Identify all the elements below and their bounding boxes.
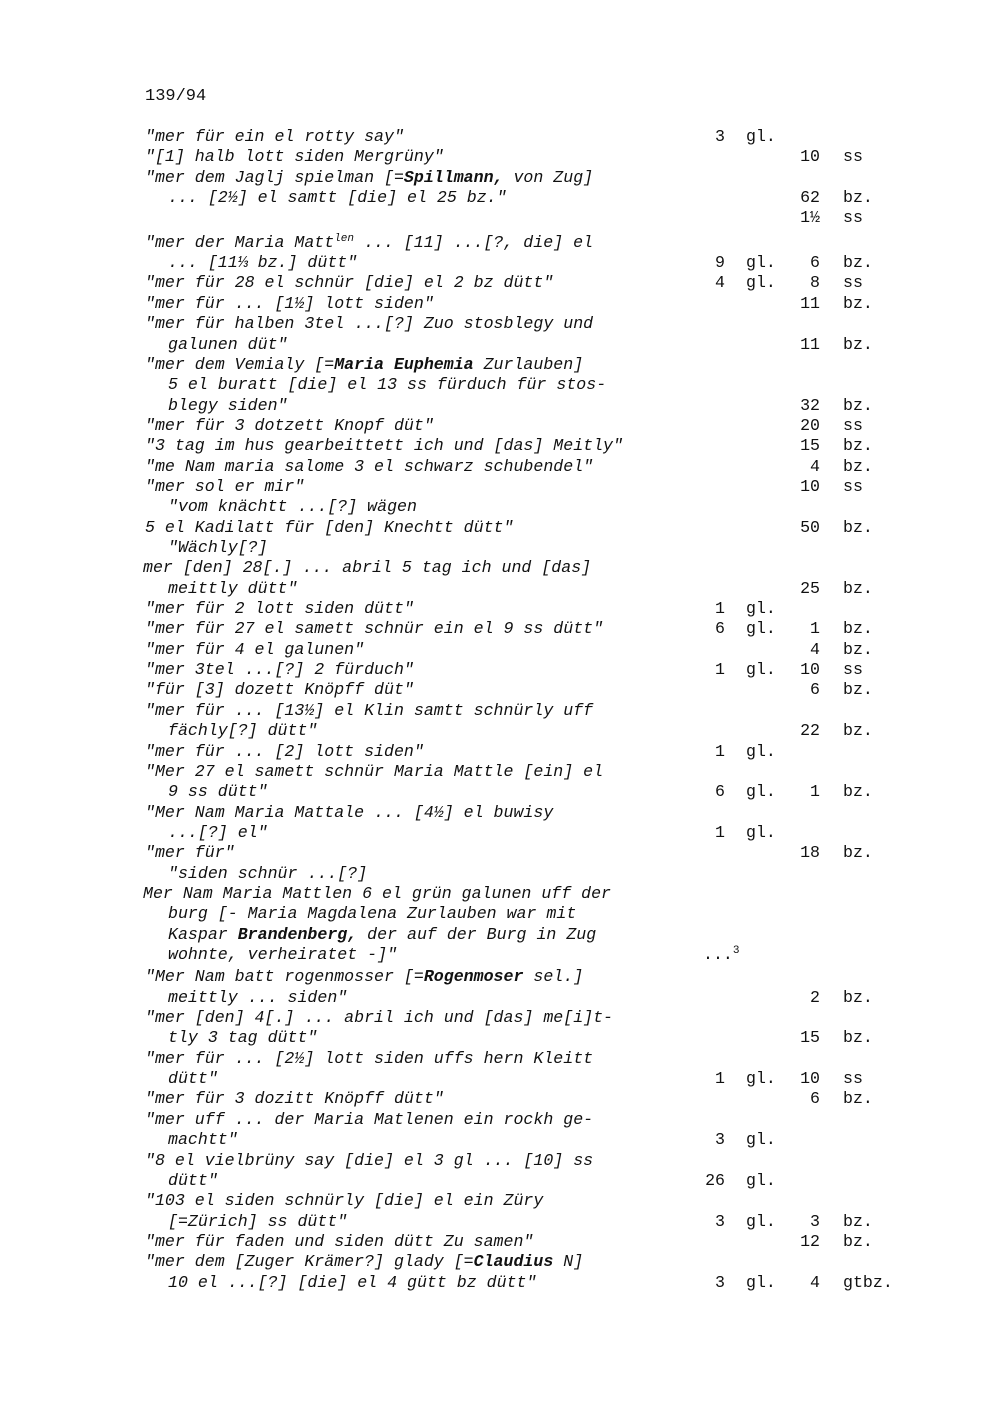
text-segment: "me Nam maria salome 3 el schwarz schubendel"	[145, 456, 594, 476]
text-segment: "mer dem [Zuger Krämer?] glady [=	[145, 1252, 474, 1272]
batzen-amount: 2	[810, 987, 820, 1007]
entry-text	[168, 782, 268, 802]
ledger-line	[0, 579, 1000, 599]
batzen-unit: ss	[843, 660, 863, 680]
entry-text	[145, 233, 593, 253]
text-segment: "mer für"	[145, 843, 235, 863]
person-name: Brandenberg,	[237, 924, 358, 944]
entry-text	[168, 1069, 218, 1089]
text-segment: 10 el ...[?] [die] el 4 gütt bz dütt"	[168, 1272, 537, 1292]
batzen-amount: 6	[810, 680, 820, 700]
entry-text	[168, 988, 347, 1008]
entry-text	[145, 314, 593, 334]
superscript: len	[334, 232, 355, 245]
entry-text	[168, 721, 317, 741]
entry-text	[168, 579, 297, 599]
text-segment: burg [- Maria Magdalena Zurlauben war mit	[168, 904, 577, 924]
batzen-amount: 18	[800, 843, 820, 863]
gulden-unit: gl.	[746, 741, 776, 761]
ledger-line	[0, 497, 1000, 517]
text-segment: fächly[?] dütt"	[168, 721, 318, 741]
text-segment: ... [11] ...[?, die] el	[354, 232, 594, 252]
entry-text	[168, 375, 606, 395]
ledger-line	[0, 538, 1000, 558]
gulden-amount: 9	[715, 253, 725, 273]
entry-text	[145, 1049, 593, 1069]
batzen-amount: 4	[810, 456, 820, 476]
batzen-unit: bz.	[843, 395, 873, 415]
batzen-unit: bz.	[843, 436, 873, 456]
gulden-unit: gl.	[746, 1170, 776, 1190]
person-name: Claudius	[473, 1252, 554, 1272]
ledger-line	[0, 1028, 1000, 1048]
batzen-unit: bz.	[843, 293, 873, 313]
entry-text	[168, 538, 268, 558]
batzen-amount: 10	[800, 660, 820, 680]
entry-text	[145, 147, 444, 167]
ledger-line	[0, 1110, 1000, 1130]
text-segment: "mer für ... [2½] lott siden uffs hern Kleitt	[145, 1048, 594, 1068]
text-segment: wohnte, verheiratet -]"	[168, 945, 398, 964]
ledger-line	[0, 558, 1000, 578]
person-name: Rogenmoser	[423, 967, 524, 987]
gulden-amount: 26	[705, 1170, 725, 1190]
gulden-unit: gl.	[746, 1130, 776, 1150]
batzen-unit: ss	[843, 273, 863, 293]
text-segment: machtt"	[168, 1130, 238, 1150]
text-segment: Zurlauben]	[473, 354, 584, 374]
text-segment: "8 el vielbrüny say [die] el 3 gl ... [10] ss	[145, 1150, 594, 1170]
text-segment: mer [den] 28[.] ... abril 5 tag ich und [das]	[143, 558, 592, 578]
entry-text	[168, 1212, 347, 1232]
batzen-unit: ss	[843, 208, 863, 228]
entry-text	[145, 273, 553, 293]
text-segment: "mer für 3 dotzett Knopf düt"	[145, 415, 434, 435]
ledger-line	[0, 599, 1000, 619]
ledger-line	[0, 396, 1000, 416]
ledger-line	[0, 375, 1000, 395]
ledger-line	[0, 988, 1000, 1008]
gulden-unit: gl.	[746, 273, 776, 293]
ledger-line	[0, 335, 1000, 355]
entry-text	[145, 762, 603, 782]
gulden-unit: gl.	[746, 127, 776, 146]
ledger-line	[0, 355, 1000, 375]
text-segment: der auf der Burg in Zug	[357, 924, 597, 944]
entry-text	[145, 619, 603, 639]
entry-text	[145, 1252, 583, 1272]
batzen-amount: 20	[800, 415, 820, 435]
entry-text	[168, 1171, 218, 1191]
entry-text	[168, 188, 507, 208]
text-segment: "mer sol er mir"	[145, 476, 305, 496]
gulden-amount: 1	[715, 599, 725, 619]
gulden-amount: 3	[715, 1130, 725, 1150]
ledger-line	[0, 233, 1000, 253]
gulden-amount: 6	[715, 782, 725, 802]
text-segment: ... [2½] el samtt [die] el 25 bz."	[168, 188, 507, 208]
entry-text	[145, 355, 583, 375]
batzen-amount: 50	[800, 517, 820, 537]
entry-text	[168, 396, 288, 416]
batzen-unit: ss	[843, 415, 863, 435]
text-segment: "[1] halb lott siden Mergrüny"	[145, 147, 444, 167]
entry-text	[168, 253, 357, 273]
text-segment: ... [11⅓ bz.] dütt"	[168, 253, 358, 273]
ledger-line	[0, 680, 1000, 700]
batzen-unit: bz.	[843, 253, 873, 273]
ledger-line	[0, 619, 1000, 639]
batzen-unit: bz.	[843, 782, 873, 802]
entry-text	[145, 1089, 444, 1109]
batzen-unit: bz.	[843, 1231, 873, 1251]
entry-text	[145, 803, 553, 823]
text-segment: "vom knächtt ...[?] wägen	[168, 497, 417, 517]
batzen-amount: 25	[800, 578, 820, 598]
text-segment: "mer für 2 lott siden dütt"	[145, 599, 414, 619]
batzen-unit: bz.	[843, 578, 873, 598]
ledger-line	[0, 701, 1000, 721]
gulden-amount: 3	[715, 127, 725, 146]
entry-text	[145, 742, 424, 762]
ledger-line	[0, 253, 1000, 273]
ledger-line	[0, 1049, 1000, 1069]
text-segment: "mer für 28 el schnür [die] el 2 bz dütt"	[145, 273, 554, 293]
batzen-amount: 10	[800, 476, 820, 496]
ledger-line	[0, 884, 1000, 904]
text-segment: "mer für 4 el galunen"	[145, 639, 365, 659]
batzen-unit: bz.	[843, 1211, 873, 1231]
ledger-line	[0, 127, 1000, 147]
ledger-line	[0, 1273, 1000, 1293]
entry-text	[168, 1028, 317, 1048]
ledger-line	[0, 640, 1000, 660]
ledger-line	[0, 967, 1000, 987]
batzen-unit: bz.	[843, 680, 873, 700]
text-segment: blegy siden"	[168, 395, 288, 415]
batzen-amount: 12	[800, 1231, 820, 1251]
batzen-amount: 1½	[800, 208, 820, 228]
entry-text	[168, 497, 417, 517]
ledger-line	[0, 762, 1000, 782]
text-segment: "mer dem Jaglj spielman [=	[145, 167, 404, 187]
text-segment: 9 ss dütt"	[168, 782, 268, 802]
batzen-unit: bz.	[843, 1089, 873, 1109]
text-segment: "mer 3tel ...[?] 2 fürduch"	[145, 660, 414, 680]
batzen-unit: ss	[843, 476, 863, 496]
text-segment: "mer für 27 el samett schnür ein el 9 ss dütt"	[145, 619, 604, 639]
entry-text	[145, 1232, 533, 1252]
text-segment: "103 el siden schnürly [die] el ein Züry	[145, 1191, 544, 1211]
text-segment: Mer Nam Maria Mattlen 6 el grün galunen uff der	[143, 883, 612, 903]
ledger-line	[0, 168, 1000, 188]
ledger-line	[0, 208, 1000, 228]
person-name: Spillmann,	[403, 167, 504, 187]
entry-text	[168, 945, 397, 965]
text-segment: dütt"	[168, 1170, 218, 1190]
batzen-amount: 32	[800, 395, 820, 415]
batzen-unit: bz.	[843, 517, 873, 537]
text-segment: sel.]	[523, 967, 584, 987]
gulden-amount: 1	[715, 1069, 725, 1089]
gulden-unit: gl.	[746, 599, 776, 619]
ledger-line	[0, 742, 1000, 762]
batzen-amount: 15	[800, 1028, 820, 1048]
batzen-unit: bz.	[843, 1028, 873, 1048]
ledger-line	[0, 477, 1000, 497]
ledger-line	[0, 1008, 1000, 1028]
entry-text	[145, 843, 235, 863]
ledger-line	[0, 436, 1000, 456]
gulden-amount: 1	[715, 660, 725, 680]
text-segment: "Mer Nam batt rogenmosser [=	[145, 967, 424, 987]
entry-text	[145, 168, 593, 188]
text-segment: galunen düt"	[168, 334, 288, 354]
batzen-amount: 6	[810, 1089, 820, 1109]
gulden-amount: 1	[715, 822, 725, 842]
entry-text	[143, 558, 591, 578]
batzen-unit: bz.	[843, 843, 873, 863]
ledger-line	[0, 925, 1000, 945]
text-segment: "mer uff ... der Maria Matlenen ein rockh ge-	[145, 1109, 594, 1129]
entry-text	[145, 701, 593, 721]
text-segment: "mer [den] 4[.] ... abril ich und [das] me[i]t-	[145, 1008, 614, 1028]
text-segment: meittly ... siden"	[168, 987, 348, 1007]
ledger-line	[0, 1252, 1000, 1272]
ledger-line	[0, 188, 1000, 208]
page-number: 139/94	[145, 87, 207, 106]
gulden-amount: 6	[715, 619, 725, 639]
entry-text	[145, 518, 513, 538]
entry-text	[168, 823, 268, 843]
ledger-line	[0, 294, 1000, 314]
batzen-amount: 15	[800, 436, 820, 456]
ledger-line	[0, 314, 1000, 334]
text-segment: "für [3] dozett Knöpff düt"	[145, 680, 414, 700]
gulden-unit: gl.	[746, 1272, 776, 1292]
batzen-unit: ss	[843, 1069, 863, 1089]
text-segment: "siden schnür ...[?]	[168, 863, 368, 883]
gulden-unit: gl.	[746, 1211, 776, 1231]
batzen-amount: 10	[800, 147, 820, 167]
batzen-amount: 4	[810, 1272, 820, 1292]
gulden-unit: gl.	[746, 253, 776, 273]
text-segment: "Mer 27 el samett schnür Maria Mattle [ein] el	[145, 761, 604, 781]
batzen-unit: bz.	[843, 987, 873, 1007]
batzen-amount: 8	[810, 273, 820, 293]
batzen-unit: bz.	[843, 619, 873, 639]
batzen-amount: 11	[800, 293, 820, 313]
ledger-line	[0, 721, 1000, 741]
ledger-line	[0, 147, 1000, 167]
batzen-unit: bz.	[843, 639, 873, 659]
entry-text	[168, 1130, 238, 1150]
entry-text	[145, 640, 364, 660]
gulden-amount: 3	[715, 1272, 725, 1292]
batzen-unit: bz.	[843, 334, 873, 354]
entry-text	[145, 457, 593, 477]
ledger-line	[0, 416, 1000, 436]
ledger-line	[0, 1171, 1000, 1191]
batzen-amount: 11	[800, 334, 820, 354]
batzen-amount: 3	[810, 1211, 820, 1231]
text-segment: dütt"	[168, 1069, 218, 1089]
text-segment: 5 el Kadilatt für [den] Knechtt dütt"	[145, 517, 514, 537]
text-segment: 5 el buratt [die] el 13 ss fürduch für stos-	[168, 375, 607, 395]
text-segment: tly 3 tag dütt"	[168, 1028, 318, 1048]
text-segment: "Wächly[?]	[168, 538, 268, 557]
gulden-unit: gl.	[746, 619, 776, 639]
text-segment: "mer dem Vemialy [=	[145, 354, 335, 374]
gulden-unit: gl.	[746, 822, 776, 842]
text-segment: "mer für ein el rotty say"	[145, 127, 404, 146]
entry-text	[168, 925, 596, 945]
ledger-line	[0, 518, 1000, 538]
text-segment: "mer der Maria Matt	[145, 232, 335, 252]
text-segment: Kaspar	[168, 924, 238, 944]
person-name: Maria Euphemia	[334, 354, 474, 374]
entry-text	[145, 127, 404, 147]
entry-text	[145, 1110, 593, 1130]
batzen-unit: gtbz.	[843, 1272, 893, 1292]
batzen-amount: 1	[810, 619, 820, 639]
ledger-line	[0, 782, 1000, 802]
text-segment: "mer für 3 dozitt Knöpff dütt"	[145, 1089, 444, 1109]
entry-text	[145, 416, 434, 436]
ledger-line	[0, 1130, 1000, 1150]
batzen-unit: ss	[843, 147, 863, 167]
entry-text	[145, 294, 434, 314]
gulden-amount: 1	[715, 741, 725, 761]
batzen-amount: 62	[800, 188, 820, 208]
entry-text	[168, 904, 576, 924]
gulden-unit: gl.	[746, 782, 776, 802]
text-segment: meittly dütt"	[168, 578, 298, 598]
ledger-line	[0, 904, 1000, 924]
entry-text	[145, 477, 304, 497]
ledger-line	[0, 864, 1000, 884]
ledger-line	[0, 1089, 1000, 1109]
ledger-line	[0, 803, 1000, 823]
entry-text	[145, 1151, 593, 1171]
text-segment: "mer für ... [1½] lott siden"	[145, 293, 434, 313]
entry-text	[168, 335, 288, 355]
ellipsis-amount: ...$^3$	[703, 945, 740, 964]
text-segment: "3 tag im hus gearbeittett ich und [das] Meitly"	[145, 436, 623, 456]
text-segment: "mer für ... [2] lott siden"	[145, 741, 424, 761]
text-segment: N]	[553, 1252, 584, 1272]
ledger-line	[0, 945, 1000, 965]
gulden-unit: gl.	[746, 660, 776, 680]
entry-text	[145, 599, 414, 619]
text-segment: ...[?] el"	[168, 822, 268, 842]
entry-text	[168, 864, 367, 884]
batzen-amount: 4	[810, 639, 820, 659]
batzen-unit: bz.	[843, 721, 873, 741]
gulden-amount: 4	[715, 273, 725, 293]
ledger-line	[0, 1191, 1000, 1211]
batzen-unit: bz.	[843, 456, 873, 476]
gulden-unit: gl.	[746, 1069, 776, 1089]
ledger-line	[0, 843, 1000, 863]
text-segment: "mer für ... [13½] el Klin samtt schnürly uff	[145, 700, 594, 720]
ledger-line	[0, 1069, 1000, 1089]
entry-text	[145, 1008, 613, 1028]
entry-text	[145, 680, 414, 700]
text-segment: "mer für faden und siden dütt Zu samen"	[145, 1231, 534, 1251]
entry-text	[145, 660, 414, 680]
ledger-line	[0, 1212, 1000, 1232]
text-segment: von Zug]	[503, 167, 594, 187]
batzen-amount: 1	[810, 782, 820, 802]
ledger-line	[0, 1151, 1000, 1171]
batzen-amount: 22	[800, 721, 820, 741]
text-segment: "Mer Nam Maria Mattale ... [4½] el buwisy	[145, 802, 554, 822]
text-segment: [=Zürich] ss dütt"	[168, 1211, 348, 1231]
entry-text	[143, 884, 611, 904]
ledger-line	[0, 1232, 1000, 1252]
batzen-amount: 6	[810, 253, 820, 273]
ledger-line	[0, 457, 1000, 477]
entry-text	[145, 436, 623, 456]
ledger-line	[0, 823, 1000, 843]
entry-text	[145, 967, 583, 987]
entry-text	[168, 1273, 536, 1293]
batzen-unit: bz.	[843, 188, 873, 208]
ledger-line	[0, 273, 1000, 293]
ledger-line	[0, 660, 1000, 680]
footnote-marker: 3	[732, 945, 740, 957]
gulden-amount: 3	[715, 1211, 725, 1231]
batzen-amount: 10	[800, 1069, 820, 1089]
text-segment: "mer für halben 3tel ...[?] Zuo stosblegy und	[145, 314, 594, 334]
entry-text	[145, 1191, 543, 1211]
